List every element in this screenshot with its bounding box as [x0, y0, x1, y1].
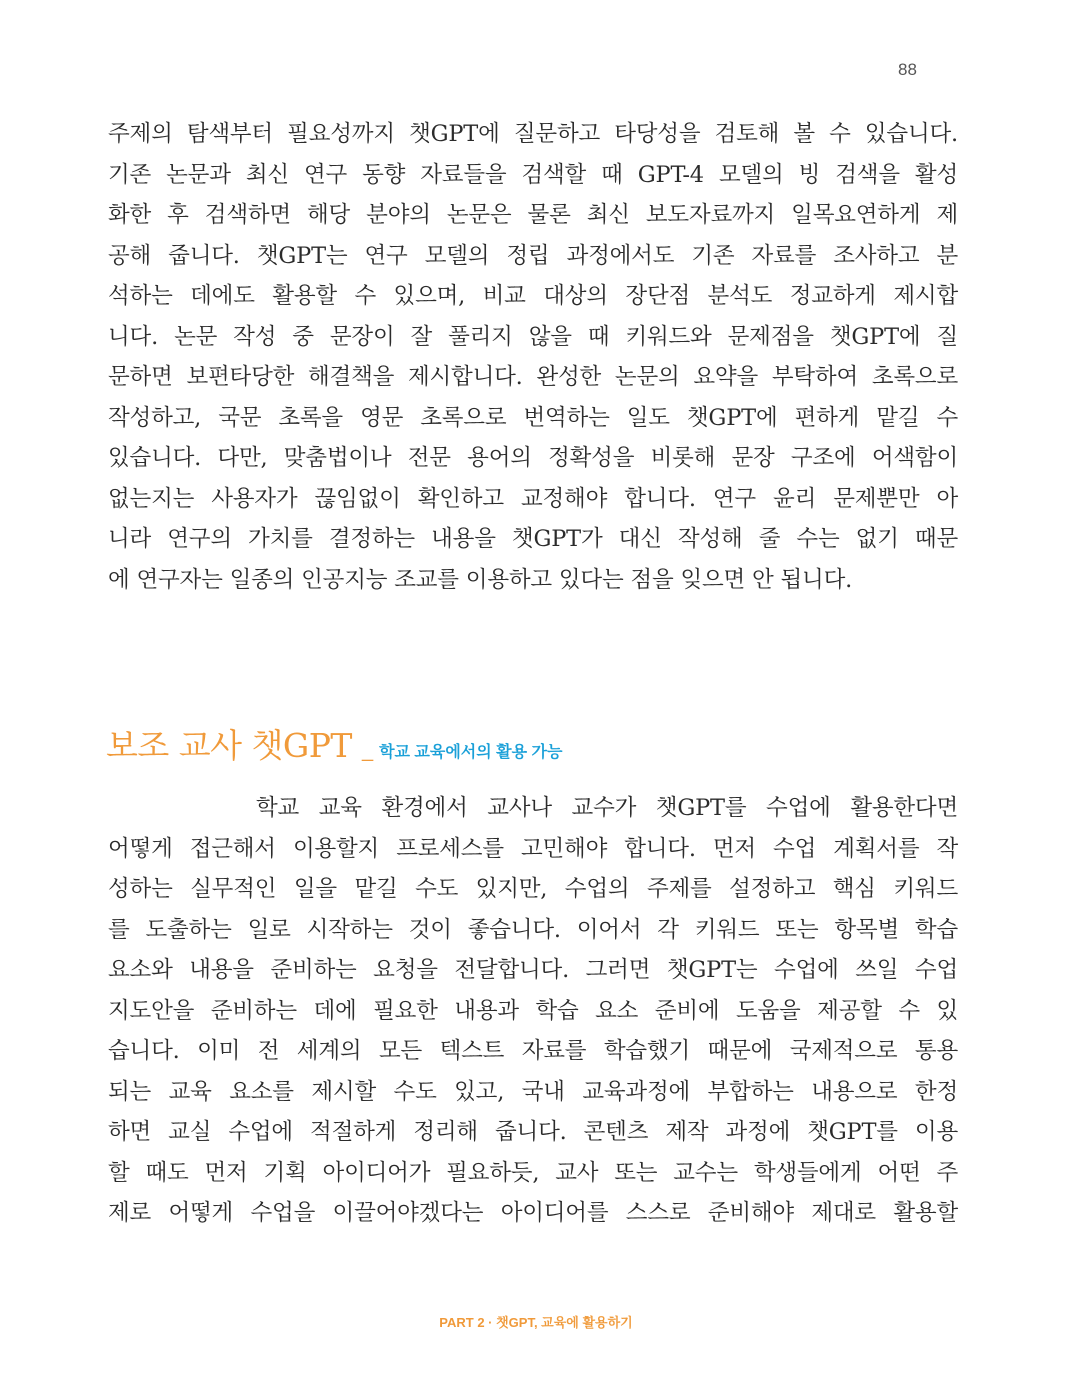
- text-line: 문하면 보편타당한 해결책을 제시합니다. 완성한 논문의 요약을 부탁하여 초록으로: [108, 364, 958, 390]
- section-separator: _: [361, 740, 374, 762]
- body-paragraph-2: [108, 788, 958, 1234]
- text-line: 지도안을 준비하는 데에 필요한 내용과 학습 요소 준비에 도움을 제공할 수 있: [108, 997, 958, 1024]
- text-line: 를 도출하는 일로 시작하는 것이 좋습니다. 이어서 각 키워드 또는 항목별 학습: [108, 916, 958, 943]
- text-line: 니라 연구의 가치를 결정하는 내용을 챗GPT가 대신 작성해 줄 수는 없기 때문: [108, 526, 958, 552]
- text-line: 되는 교육 요소를 제시할 수도 있고, 국내 교육과정에 부합하는 내용으로 한정: [108, 1078, 958, 1105]
- text-line: 에 연구자는 일종의 인공지능 조교를 이용하고 있다는 점을 잊으면 안 됩니다.: [108, 566, 853, 593]
- text-line: 기존 논문과 최신 연구 동향 자료들을 검색할 때 GPT-4 모델의 빙 검색을 활성: [108, 161, 958, 188]
- running-footer: PART 2 · 챗GPT, 교육에 활용하기: [439, 1315, 633, 1330]
- text-line: 없는지는 사용자가 끊임없이 확인하고 교정해야 합니다. 연구 윤리 문제뿐만 아: [108, 485, 958, 512]
- text-line: 화한 후 검색하면 해당 분야의 논문은 물론 최신 보도자료까지 일목요연하게 제: [108, 202, 958, 228]
- text-line: 습니다. 이미 전 세계의 모든 텍스트 자료를 학습했기 때문에 국제적으로 통용: [108, 1038, 958, 1064]
- text-line: 학교 교육 환경에서 교사나 교수가 챗GPT를 수업에 활용한다면: [256, 795, 958, 821]
- section-title: 보조 교사 챗GPT: [106, 726, 352, 765]
- text-line: 하면 교실 수업에 적절하게 정리해 줍니다. 콘텐츠 제작 과정에 챗GPT를 이용: [108, 1119, 958, 1145]
- section-heading: [106, 720, 562, 767]
- text-line: 주제의 탐색부터 필요성까지 챗GPT에 질문하고 타당성을 검토해 볼 수 있습니다.: [108, 121, 958, 147]
- text-line: 할 때도 먼저 기획 아이디어가 필요하듯, 교사 또는 교수는 학생들에게 어떤 주: [108, 1159, 958, 1186]
- text-line: 성하는 실무적인 일을 맡길 수도 있지만, 수업의 주제를 설정하고 핵심 키워드: [108, 876, 958, 902]
- text-line: 있습니다. 다만, 맞춤법이나 전문 용어의 정확성을 비롯해 문장 구조에 어색함이: [108, 445, 958, 471]
- text-line: 니다. 논문 작성 중 문장이 잘 풀리지 않을 때 키워드와 문제점을 챗GPT에 질: [108, 323, 958, 350]
- text-line: 공해 줍니다. 챗GPT는 연구 모델의 정립 과정에서도 기존 자료를 조사하고 분: [108, 242, 958, 269]
- body-paragraph-1: [108, 114, 958, 600]
- text-line: 요소와 내용을 준비하는 요청을 전달합니다. 그러면 챗GPT는 수업에 쓰일 수업: [108, 957, 958, 983]
- section-subtitle: 학교 교육에서의 활용 가능: [379, 744, 563, 761]
- text-line: 작성하고, 국문 초록을 영문 초록으로 번역하는 일도 챗GPT에 편하게 맡길 수: [108, 404, 958, 431]
- text-line: 제로 어떻게 수업을 이끌어야겠다는 아이디어를 스스로 준비해야 제대로 활용할: [108, 1200, 958, 1226]
- text-line: 석하는 데에도 활용할 수 있으며, 비교 대상의 장단점 분석도 정교하게 제시합: [108, 283, 958, 309]
- text-line: 어떻게 접근해서 이용할지 프로세스를 고민해야 합니다. 먼저 수업 계획서를 작: [108, 835, 958, 862]
- page-number: 88: [898, 60, 917, 79]
